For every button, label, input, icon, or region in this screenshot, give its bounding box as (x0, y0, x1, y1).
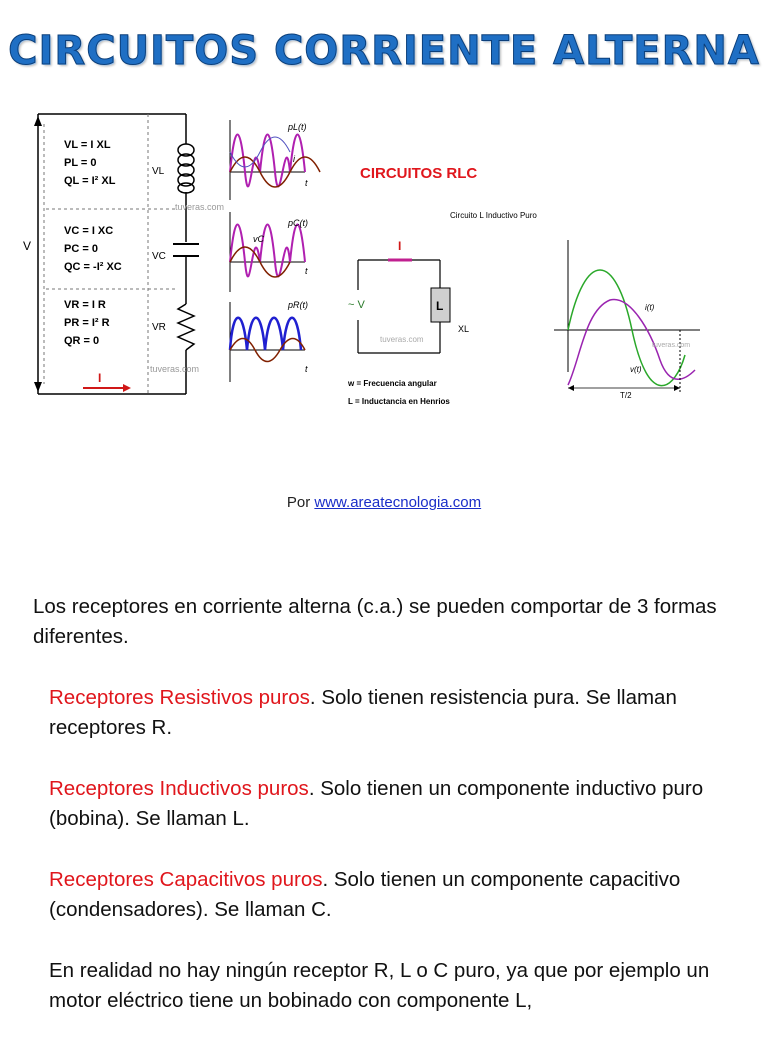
svg-text:PC = 0: PC = 0 (64, 243, 98, 255)
rlc-section (340, 160, 760, 420)
svg-text:pL(t): pL(t) (288, 122, 307, 132)
svg-text:T/2: T/2 (620, 391, 632, 400)
svg-text:V: V (23, 239, 32, 253)
svg-text:VL = I XL: VL = I XL (64, 139, 111, 151)
svg-text:tuveras.com: tuveras.com (652, 342, 691, 349)
svg-text:tuveras.com: tuveras.com (175, 202, 225, 212)
svg-text:VL: VL (152, 166, 165, 177)
svg-text:w = Frecuencia angular: w = Frecuencia angular (348, 379, 437, 388)
svg-text:i: i (293, 154, 295, 164)
waveform-panels (175, 112, 330, 387)
inductor-symbol (178, 144, 194, 193)
rlc-title: CIRCUITOS RLC (360, 165, 478, 182)
svg-text:v(t): v(t) (630, 365, 642, 374)
svg-text:VC = I XC: VC = I XC (64, 225, 114, 237)
svg-text:~ V: ~ V (348, 299, 365, 311)
svg-text:t: t (305, 266, 308, 276)
svg-text:I: I (398, 239, 402, 253)
svg-text:PR = I² R: PR = I² R (64, 317, 110, 329)
paragraph-capacitivos: Receptores Capacitivos puros. Solo tienen un componente capacitivo (condensadores). Se llaman C. (49, 868, 681, 921)
svg-text:L: L (436, 299, 444, 313)
svg-text:i(t): i(t) (645, 303, 655, 312)
svg-text:t: t (305, 364, 308, 374)
svg-text:QR = 0: QR = 0 (64, 335, 100, 347)
svg-text:tuveras.com: tuveras.com (150, 364, 200, 374)
svg-text:VR = I R: VR = I R (64, 299, 106, 311)
svg-text:QL = I² XL: QL = I² XL (64, 175, 116, 187)
svg-text:XL: XL (458, 324, 470, 334)
svg-text:VC: VC (152, 251, 166, 262)
voltage-current-graph (554, 240, 700, 400)
svg-text:PL = 0: PL = 0 (64, 157, 97, 169)
svg-text:pC(t): pC(t) (288, 218, 308, 228)
svg-text:t: t (305, 178, 308, 188)
body-text (33, 592, 758, 1047)
svg-text:QC = -I² XC: QC = -I² XC (64, 261, 122, 273)
capacitor-symbol (173, 244, 199, 264)
svg-text:Circuito L Inductivo Puro: Circuito L Inductivo Puro (450, 211, 537, 220)
page-title: CIRCUITOS CORRIENTE ALTERNA (8, 28, 760, 74)
resistor-symbol (178, 304, 194, 350)
paragraph-intro: Los receptores en corriente alterna (c.a.) se pueden comportar de 3 formas diferentes. (33, 595, 717, 648)
paragraph-resistivos: Receptores Resistivos puros. Solo tienen resistencia pura. Se llaman receptores R. (49, 686, 677, 739)
svg-text:pR(t): pR(t) (288, 300, 308, 310)
paragraph-inductivos: Receptores Inductivos puros. Solo tienen un componente inductivo puro (bobina). Se llaman L. (49, 777, 704, 830)
svg-text:I: I (98, 371, 102, 385)
svg-text:vC: vC (253, 234, 264, 244)
areatecnologia-link[interactable]: www.areatecnologia.com (314, 494, 482, 511)
paragraph-realidad: En realidad no hay ningún receptor R, L o C puro, ya que por ejemplo un motor eléctrico tiene un bobinado con componente L, (49, 959, 710, 1012)
svg-text:VR: VR (152, 322, 166, 333)
svg-text:L = Inductancia en Henrios: L = Inductancia en Henrios (348, 397, 450, 406)
svg-text:tuveras.com: tuveras.com (380, 335, 424, 344)
byline: Por www.areatecnologia.com (286, 494, 482, 511)
